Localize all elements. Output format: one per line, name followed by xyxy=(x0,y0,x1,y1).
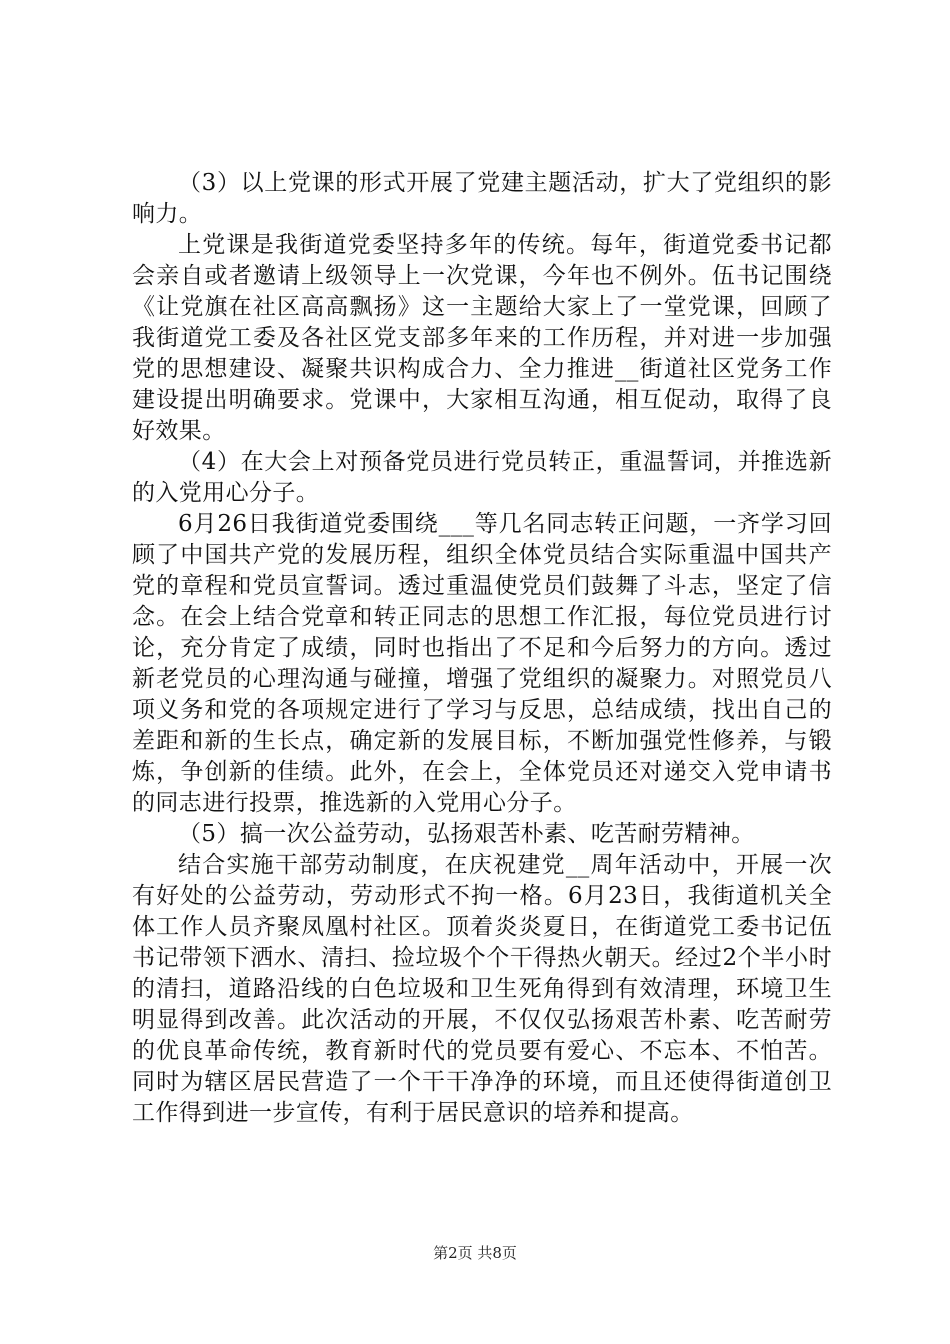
paragraph-heading-3: （3）以上党课的形式开展了党建主题活动，扩大了党组织的影响力。 xyxy=(132,170,832,227)
paragraph-member-conversion: 6月26日我街道党委围绕___等几名同志转正问题，一齐学习回顾了中国共产党的发展历程，组织全体党员结合实际重温中国共产党的章程和党员宣誓词。透过重温使党员们鼓舞了斗志，坚定了信念。在会上结合党章和转正同志的思想工作汇报，每位党员进行讨论，充分肯定了成绩，同时也指出了不足和今后努力的方向。透过新老党员的心理沟通与碰撞，增强了党组织的凝聚力。对照党员八项义务和党的各项规定进行了学习与反思，总结成绩，找出自己的差距和新的生长点，确定新的发展目标，不断加强党性修养，与锻炼，争创新的佳绩。此外，在会上，全体党员还对递交入党申请书的同志进行投票，推选新的入党用心分子。 xyxy=(132,511,832,816)
document-body xyxy=(132,168,832,1129)
paragraph-public-labor: 结合实施干部劳动制度，在庆祝建党__周年活动中，开展一次有好处的公益劳动，劳动形式不拘一格。6月23日，我街道机关全体工作人员齐聚凤凰村社区。顶着炎炎夏日，在街道党工委书记伍书记带领下洒水、清扫、捡垃圾个个干得热火朝天。经过2个半小时的清扫，道路沿线的白色垃圾和卫生死角得到有效清理，环境卫生明显得到改善。此次活动的开展，不仅仅弘扬艰苦朴素、吃苦耐劳的优良革命传统，教育新时代的党员要有爱心、不忘本、不怕苦。同时为辖区居民营造了一个干干净净的环境，而且还使得街道创卫工作得到进一步宣传，有利于居民意识的培养和提高。 xyxy=(132,852,832,1126)
page-number-footer: 第2页 共8页 xyxy=(433,1244,517,1262)
paragraph-party-lecture: 上党课是我街道党委坚持多年的传统。每年，街道党委书记都会亲自或者邀请上级领导上一次党课，今年也不例外。伍书记围绕《让党旗在社区高高飘扬》这一主题给大家上了一堂党课，回顾了我街道党工委及各社区党支部多年来的工作历程，并对进一步加强党的思想建设、凝聚共识构成合力、全力推进__街道社区党务工作建设提出明确要求。党课中，大家相互沟通，相互促动，取得了良好效果。 xyxy=(132,232,832,444)
paragraph-heading-4: （4）在大会上对预备党员进行党员转正，重温誓词，并推选新的入党用心分子。 xyxy=(132,449,832,506)
paragraph-heading-5: （5）搞一次公益劳动，弘扬艰苦朴素、吃苦耐劳精神。 xyxy=(178,821,755,847)
